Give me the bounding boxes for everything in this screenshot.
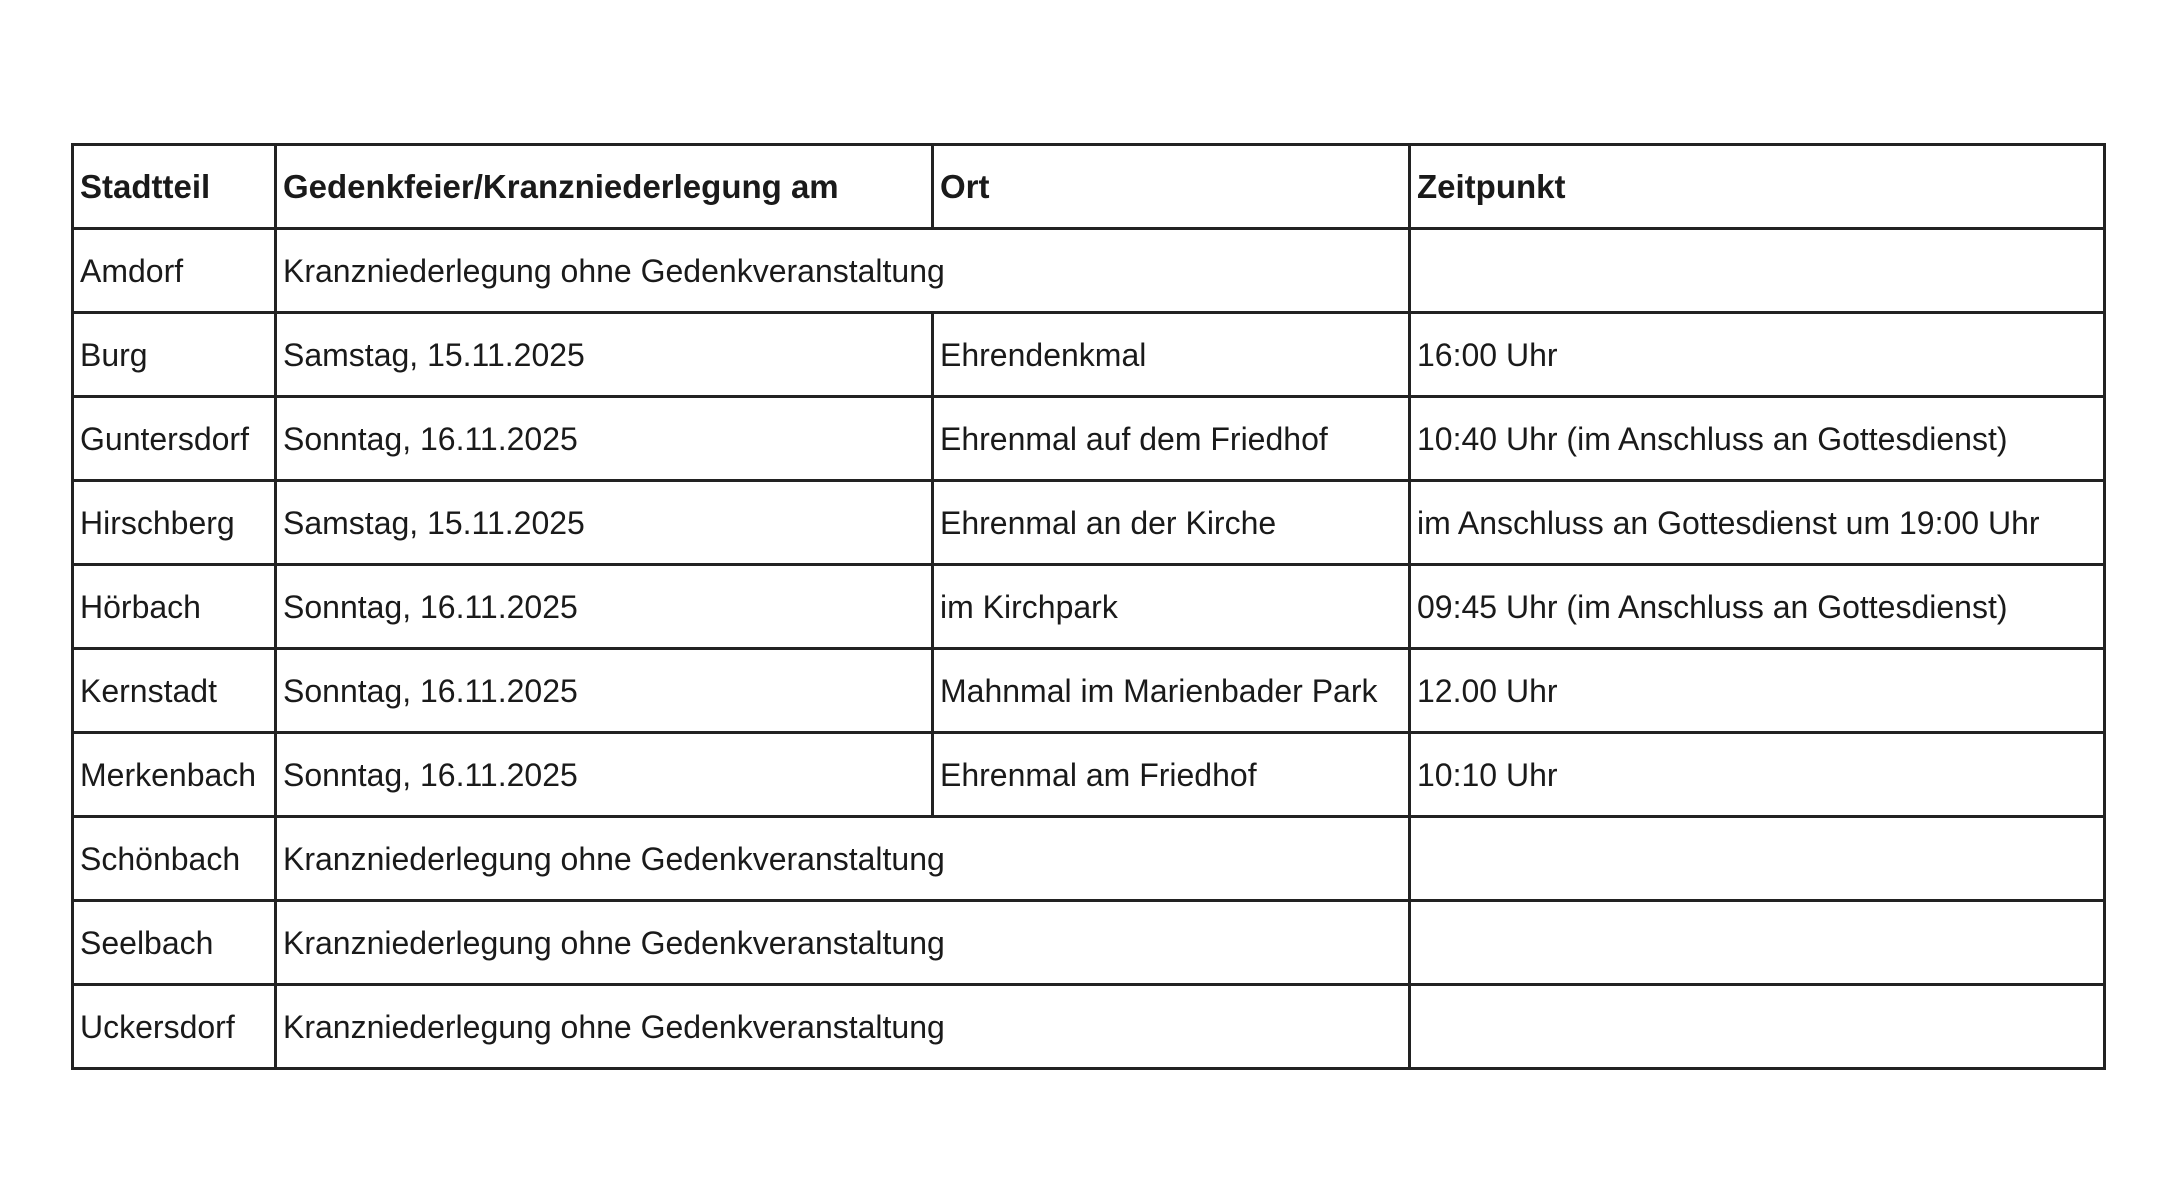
cell-zeitpunkt: 10:40 Uhr (im Anschluss an Gottesdienst) bbox=[1410, 397, 2105, 481]
cell-ort: Ehrenmal am Friedhof bbox=[933, 733, 1410, 817]
table-row bbox=[73, 985, 2105, 1069]
table-row bbox=[73, 649, 2105, 733]
commemoration-schedule-table bbox=[71, 143, 2106, 1070]
cell-ort: Ehrenmal auf dem Friedhof bbox=[933, 397, 1410, 481]
table-row bbox=[73, 313, 2105, 397]
cell-stadtteil: Hörbach bbox=[73, 565, 276, 649]
header-zeitpunkt: Zeitpunkt bbox=[1410, 145, 2105, 229]
cell-merged-note: Kranzniederlegung ohne Gedenkveranstaltung bbox=[276, 817, 1410, 901]
header-gedenkfeier: Gedenkfeier/Kranzniederlegung am bbox=[276, 145, 933, 229]
header-stadtteil: Stadtteil bbox=[73, 145, 276, 229]
cell-zeitpunkt: 10:10 Uhr bbox=[1410, 733, 2105, 817]
cell-datum: Samstag, 15.11.2025 bbox=[276, 481, 933, 565]
cell-zeitpunkt: 09:45 Uhr (im Anschluss an Gottesdienst) bbox=[1410, 565, 2105, 649]
table-row bbox=[73, 565, 2105, 649]
cell-zeitpunkt bbox=[1410, 985, 2105, 1069]
cell-datum: Sonntag, 16.11.2025 bbox=[276, 649, 933, 733]
cell-stadtteil: Uckersdorf bbox=[73, 985, 276, 1069]
cell-stadtteil: Hirschberg bbox=[73, 481, 276, 565]
cell-zeitpunkt: im Anschluss an Gottesdienst um 19:00 Uhr bbox=[1410, 481, 2105, 565]
cell-stadtteil: Schönbach bbox=[73, 817, 276, 901]
table-row bbox=[73, 481, 2105, 565]
cell-merged-note: Kranzniederlegung ohne Gedenkveranstaltung bbox=[276, 985, 1410, 1069]
cell-stadtteil: Guntersdorf bbox=[73, 397, 276, 481]
cell-zeitpunkt: 12.00 Uhr bbox=[1410, 649, 2105, 733]
cell-datum: Sonntag, 16.11.2025 bbox=[276, 733, 933, 817]
cell-ort: im Kirchpark bbox=[933, 565, 1410, 649]
cell-ort: Ehrendenkmal bbox=[933, 313, 1410, 397]
table-row bbox=[73, 229, 2105, 313]
cell-zeitpunkt bbox=[1410, 229, 2105, 313]
cell-stadtteil: Amdorf bbox=[73, 229, 276, 313]
cell-datum: Samstag, 15.11.2025 bbox=[276, 313, 933, 397]
cell-stadtteil: Seelbach bbox=[73, 901, 276, 985]
table-row bbox=[73, 901, 2105, 985]
cell-stadtteil: Merkenbach bbox=[73, 733, 276, 817]
cell-zeitpunkt bbox=[1410, 901, 2105, 985]
cell-datum: Sonntag, 16.11.2025 bbox=[276, 565, 933, 649]
cell-merged-note: Kranzniederlegung ohne Gedenkveranstaltung bbox=[276, 901, 1410, 985]
cell-zeitpunkt: 16:00 Uhr bbox=[1410, 313, 2105, 397]
header-ort: Ort bbox=[933, 145, 1410, 229]
cell-stadtteil: Burg bbox=[73, 313, 276, 397]
table-row bbox=[73, 733, 2105, 817]
cell-datum: Sonntag, 16.11.2025 bbox=[276, 397, 933, 481]
cell-ort: Mahnmal im Marienbader Park bbox=[933, 649, 1410, 733]
cell-merged-note: Kranzniederlegung ohne Gedenkveranstaltung bbox=[276, 229, 1410, 313]
cell-zeitpunkt bbox=[1410, 817, 2105, 901]
cell-ort: Ehrenmal an der Kirche bbox=[933, 481, 1410, 565]
table-row bbox=[73, 397, 2105, 481]
cell-stadtteil: Kernstadt bbox=[73, 649, 276, 733]
table-header-row bbox=[73, 145, 2105, 229]
table-row bbox=[73, 817, 2105, 901]
